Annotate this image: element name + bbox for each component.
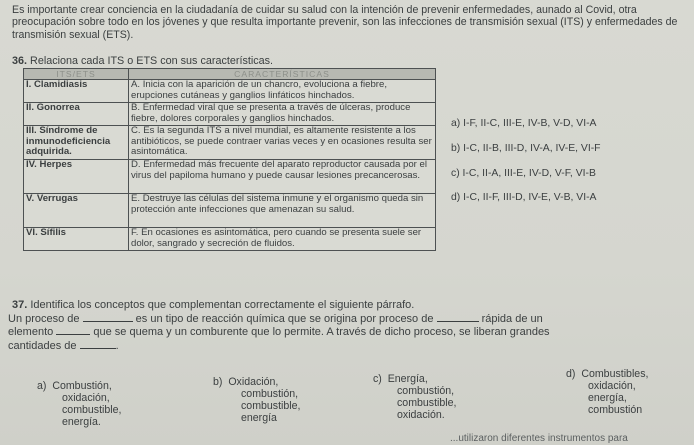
its-name: V. Verrugas <box>24 194 129 228</box>
answer-option-c[interactable] <box>373 373 456 421</box>
its-name: IV. Herpes <box>24 160 129 194</box>
blank-2[interactable] <box>437 312 479 322</box>
its-name: I. Clamidiasis <box>24 80 129 103</box>
its-description: F. En ocasiones es asintomática, pero cuando se presenta suele ser dolor, sangrado y secreción de fluidos. <box>129 228 436 251</box>
question-37-number: 37. <box>12 299 28 311</box>
paragraph-fragment: Un proceso de <box>8 313 80 325</box>
question-37-heading <box>12 299 414 311</box>
table-row <box>24 160 436 194</box>
paragraph-fragment: es un tipo de reacción química que se origina por proceso de <box>135 313 434 325</box>
blank-3[interactable] <box>56 325 90 335</box>
answer-word: oxidación. <box>397 409 445 421</box>
blank-1[interactable] <box>83 312 133 322</box>
question-36-heading <box>12 55 273 67</box>
its-name: II. Gonorrea <box>24 103 129 126</box>
its-description: D. Enfermedad más frecuente del aparato reproductor causada por el virus del papiloma humano y puede causar lesiones precancerosas. <box>129 160 436 194</box>
table-header-row <box>24 69 436 80</box>
answer-word: energía, <box>588 392 627 404</box>
paragraph-fragment: cantidades de <box>8 339 77 352</box>
its-name: VI. Sífilis <box>24 228 129 251</box>
answer-word: oxidación, <box>62 392 110 404</box>
question-36-number: 36. <box>12 55 28 67</box>
option-a[interactable]: a) I-F, II-C, III-E, IV-B, V-D, VI-A <box>451 118 597 129</box>
table-row <box>24 126 436 160</box>
paragraph-fragment: elemento <box>8 326 54 339</box>
answer-word: Energía, <box>387 373 428 385</box>
its-description: B. Enfermedad viral que se presenta a través de úlceras, produce fiebre, dolores corporales y ganglios hinchados. <box>129 103 436 126</box>
answer-letter: a) <box>37 380 47 392</box>
its-description: C. Es la segunda ITS a nivel mundial, es altamente resistente a los antibióticos, se puede contraer varias veces y en ocasiones resulta ser asintomática. <box>129 126 436 160</box>
table-row <box>24 103 436 126</box>
header-its: ITS/ETS <box>24 69 129 80</box>
option-b[interactable]: b) I-C, II-B, III-D, IV-A, IV-E, VI-F <box>451 142 601 154</box>
option-c[interactable]: c) I-C, II-A, III-E, IV-D, V-F, VI-B <box>451 167 596 179</box>
question-37-paragraph <box>8 312 688 352</box>
answer-word: combustión, <box>397 385 455 397</box>
option-d[interactable]: d) I-C, II-F, III-D, IV-E, V-B, VI-A <box>451 192 597 204</box>
question-36-options <box>451 112 601 211</box>
its-description: A. Inicia con la aparición de un chancro, evoluciona a fiebre, erupciones cutáneas y ganglios linfáticos hinchados. <box>129 80 436 103</box>
table-row <box>24 80 436 103</box>
answer-word: combustión <box>588 404 643 416</box>
paragraph-fragment: . <box>115 339 119 352</box>
answer-word: energía. <box>62 416 101 428</box>
answer-letter: c) <box>373 373 382 385</box>
answer-option-d[interactable] <box>566 368 648 416</box>
its-characteristics-table <box>23 68 436 251</box>
its-description: E. Destruye las células del sistema inmune y el organismo queda sin protección ante infecciones que amenazan su salud. <box>129 194 436 228</box>
answer-word: Combustión, <box>52 380 112 392</box>
answer-letter: b) <box>213 376 223 388</box>
table-row <box>24 194 436 228</box>
header-caracteristicas: CARACTERÍSTICAS <box>129 69 436 80</box>
answer-option-a[interactable] <box>37 380 121 428</box>
answer-option-b[interactable] <box>213 376 300 424</box>
question-37-text: Identifica los conceptos que complementan correctamente el siguiente párrafo. <box>30 299 415 311</box>
paragraph-fragment: que se quema y un comburente que lo permite. A través de dicho proceso, se liberan grandes <box>93 326 550 339</box>
footer-text-cutoff: ...utilizaron diferentes instrumentos para <box>450 433 628 444</box>
its-name: III. Síndrome de inmunodeficiencia adquirida. <box>24 126 129 160</box>
question-36-text: Relaciona cada ITS o ETS con sus características. <box>30 55 274 67</box>
intro-paragraph: Es importante crear conciencia en la ciudadanía de cuidar su salud con la intención de prevenir enfermedades, aunado al Covid, otra preocupación sobre todo en los jóvenes y que resulta importante prevenir, son las infecciones de transmisión sexual (ITS) y enfermedades de transmisión sexual (ETS). <box>12 4 678 41</box>
answer-word: combustible, <box>62 404 122 416</box>
answer-word: Oxidación, <box>228 376 279 388</box>
blank-4[interactable] <box>80 339 116 349</box>
answer-word: combustible, <box>397 397 457 409</box>
answer-letter: d) <box>566 368 576 380</box>
answer-word: oxidación, <box>588 380 636 392</box>
answer-word: combustible, <box>241 400 301 412</box>
answer-word: Combustibles, <box>581 368 649 380</box>
table-row <box>24 228 436 251</box>
answer-word: combustión, <box>241 388 299 400</box>
answer-word: energía <box>241 412 277 424</box>
paragraph-fragment: rápida de un <box>481 313 543 325</box>
